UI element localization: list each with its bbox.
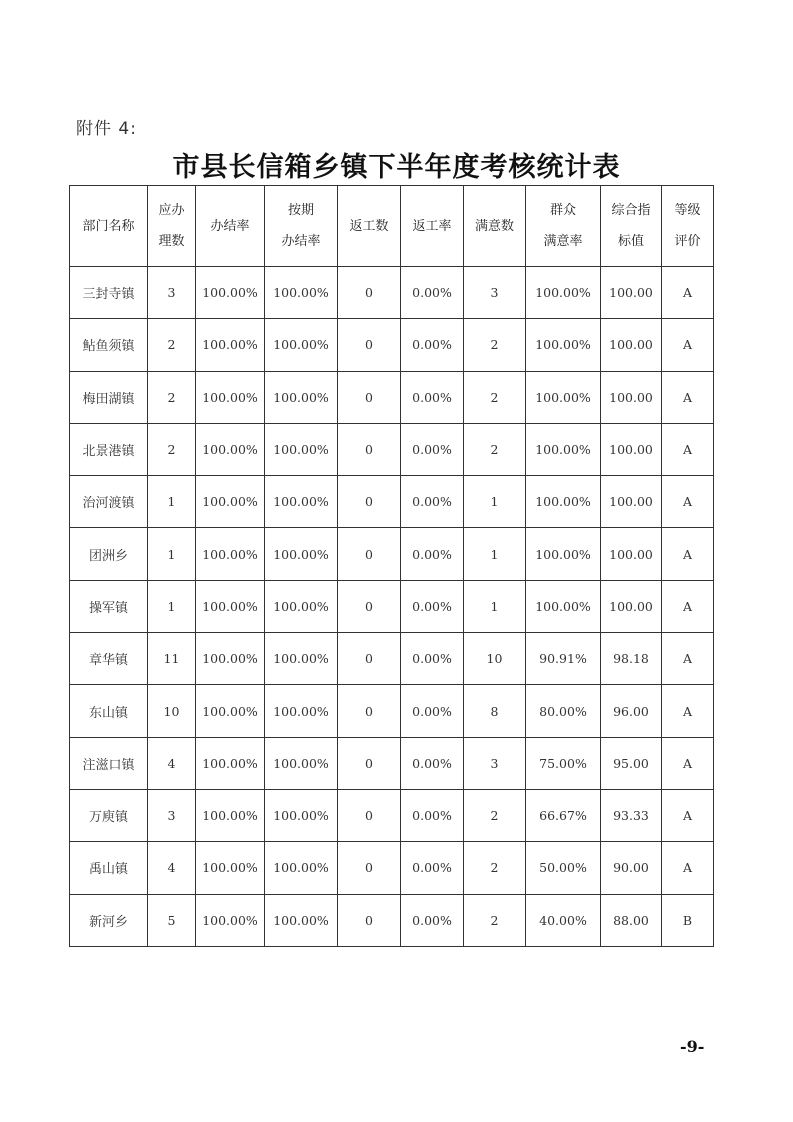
cell-satisfied-count: 2	[464, 423, 526, 475]
cell-satisfied-count: 3	[464, 267, 526, 319]
cell-grade: A	[662, 737, 714, 789]
cell-rework-count: 0	[338, 528, 401, 580]
cell-department-name: 三封寺镇	[70, 267, 148, 319]
table-row	[70, 789, 714, 841]
table-row	[70, 476, 714, 528]
cell-ontime-rate: 100.00%	[265, 737, 338, 789]
cell-satisfied-count: 2	[464, 789, 526, 841]
cell-completion-rate: 100.00%	[196, 476, 265, 528]
header-ontime-rate: 按期 办结率	[265, 186, 338, 267]
cell-completion-rate: 100.00%	[196, 319, 265, 371]
cell-rework-rate: 0.00%	[401, 580, 464, 632]
cell-completion-rate: 100.00%	[196, 633, 265, 685]
cell-ontime-rate: 100.00%	[265, 319, 338, 371]
cell-satisfied-count: 8	[464, 685, 526, 737]
cell-cases: 5	[148, 894, 196, 946]
cell-department-name: 东山镇	[70, 685, 148, 737]
cell-composite-index: 100.00	[601, 528, 662, 580]
cell-grade: A	[662, 685, 714, 737]
header-composite-index: 综合指 标值	[601, 186, 662, 267]
cell-rework-rate: 0.00%	[401, 842, 464, 894]
cell-rework-count: 0	[338, 476, 401, 528]
cell-ontime-rate: 100.00%	[265, 789, 338, 841]
cell-cases: 11	[148, 633, 196, 685]
table-row	[70, 737, 714, 789]
cell-rework-rate: 0.00%	[401, 633, 464, 685]
header-rework-count: 返工数	[338, 186, 401, 267]
cell-ontime-rate: 100.00%	[265, 842, 338, 894]
cell-completion-rate: 100.00%	[196, 685, 265, 737]
cell-satisfaction-rate: 100.00%	[526, 580, 601, 632]
cell-cases: 3	[148, 789, 196, 841]
cell-satisfied-count: 1	[464, 528, 526, 580]
cell-department-name: 万庾镇	[70, 789, 148, 841]
cell-composite-index: 100.00	[601, 476, 662, 528]
cell-rework-rate: 0.00%	[401, 319, 464, 371]
cell-department-name: 治河渡镇	[70, 476, 148, 528]
cell-rework-count: 0	[338, 267, 401, 319]
cell-grade: A	[662, 267, 714, 319]
cell-grade: A	[662, 789, 714, 841]
table-row	[70, 267, 714, 319]
cell-rework-count: 0	[338, 319, 401, 371]
cell-composite-index: 98.18	[601, 633, 662, 685]
cell-rework-rate: 0.00%	[401, 423, 464, 475]
header-row	[70, 186, 714, 267]
cell-grade: A	[662, 476, 714, 528]
cell-ontime-rate: 100.00%	[265, 476, 338, 528]
cell-composite-index: 100.00	[601, 371, 662, 423]
cell-composite-index: 93.33	[601, 789, 662, 841]
cell-department-name: 禹山镇	[70, 842, 148, 894]
cell-satisfied-count: 2	[464, 842, 526, 894]
cell-satisfaction-rate: 100.00%	[526, 319, 601, 371]
cell-rework-count: 0	[338, 423, 401, 475]
cell-satisfaction-rate: 100.00%	[526, 476, 601, 528]
cell-satisfied-count: 2	[464, 319, 526, 371]
cell-satisfaction-rate: 100.00%	[526, 267, 601, 319]
annex-label: 附件 4:	[76, 119, 137, 139]
cell-completion-rate: 100.00%	[196, 789, 265, 841]
table-row	[70, 633, 714, 685]
cell-satisfaction-rate: 100.00%	[526, 423, 601, 475]
cell-completion-rate: 100.00%	[196, 423, 265, 475]
header-satisfaction-rate: 群众 满意率	[526, 186, 601, 267]
cell-department-name: 注滋口镇	[70, 737, 148, 789]
cell-satisfied-count: 1	[464, 580, 526, 632]
cell-department-name: 操军镇	[70, 580, 148, 632]
cell-completion-rate: 100.00%	[196, 528, 265, 580]
cell-cases: 2	[148, 423, 196, 475]
table-row	[70, 842, 714, 894]
cell-cases: 1	[148, 580, 196, 632]
cell-satisfaction-rate: 80.00%	[526, 685, 601, 737]
cell-grade: A	[662, 319, 714, 371]
cell-rework-rate: 0.00%	[401, 737, 464, 789]
cell-rework-count: 0	[338, 633, 401, 685]
cell-satisfaction-rate: 50.00%	[526, 842, 601, 894]
cell-composite-index: 100.00	[601, 319, 662, 371]
cell-composite-index: 100.00	[601, 580, 662, 632]
header-grade: 等级 评价	[662, 186, 714, 267]
cell-cases: 2	[148, 371, 196, 423]
cell-ontime-rate: 100.00%	[265, 685, 338, 737]
cell-grade: A	[662, 528, 714, 580]
cell-grade: B	[662, 894, 714, 946]
cell-cases: 1	[148, 476, 196, 528]
cell-completion-rate: 100.00%	[196, 737, 265, 789]
cell-satisfaction-rate: 90.91%	[526, 633, 601, 685]
cell-rework-rate: 0.00%	[401, 267, 464, 319]
cell-rework-count: 0	[338, 789, 401, 841]
cell-cases: 10	[148, 685, 196, 737]
cell-ontime-rate: 100.00%	[265, 423, 338, 475]
cell-rework-count: 0	[338, 737, 401, 789]
cell-department-name: 梅田湖镇	[70, 371, 148, 423]
cell-satisfaction-rate: 40.00%	[526, 894, 601, 946]
cell-department-name: 北景港镇	[70, 423, 148, 475]
cell-composite-index: 96.00	[601, 685, 662, 737]
cell-completion-rate: 100.00%	[196, 371, 265, 423]
cell-satisfaction-rate: 100.00%	[526, 371, 601, 423]
cell-composite-index: 95.00	[601, 737, 662, 789]
assessment-table	[69, 185, 714, 947]
cell-cases: 3	[148, 267, 196, 319]
cell-composite-index: 90.00	[601, 842, 662, 894]
cell-department-name: 章华镇	[70, 633, 148, 685]
table-row	[70, 371, 714, 423]
table-row	[70, 685, 714, 737]
cell-grade: A	[662, 423, 714, 475]
cell-ontime-rate: 100.00%	[265, 580, 338, 632]
table-row	[70, 894, 714, 946]
document-title: 市县长信箱乡镇下半年度考核统计表	[172, 152, 621, 183]
cell-grade: A	[662, 842, 714, 894]
cell-satisfied-count: 10	[464, 633, 526, 685]
cell-rework-count: 0	[338, 580, 401, 632]
cell-ontime-rate: 100.00%	[265, 371, 338, 423]
cell-rework-rate: 0.00%	[401, 894, 464, 946]
cell-satisfied-count: 1	[464, 476, 526, 528]
cell-cases: 4	[148, 842, 196, 894]
cell-department-name: 团洲乡	[70, 528, 148, 580]
cell-ontime-rate: 100.00%	[265, 894, 338, 946]
table-row	[70, 528, 714, 580]
cell-completion-rate: 100.00%	[196, 894, 265, 946]
cell-rework-rate: 0.00%	[401, 528, 464, 580]
header-satisfied-count: 满意数	[464, 186, 526, 267]
table-row	[70, 319, 714, 371]
cell-satisfied-count: 2	[464, 371, 526, 423]
cell-composite-index: 100.00	[601, 267, 662, 319]
cell-ontime-rate: 100.00%	[265, 267, 338, 319]
cell-ontime-rate: 100.00%	[265, 528, 338, 580]
cell-cases: 4	[148, 737, 196, 789]
table-row	[70, 580, 714, 632]
cell-composite-index: 100.00	[601, 423, 662, 475]
cell-composite-index: 88.00	[601, 894, 662, 946]
cell-completion-rate: 100.00%	[196, 580, 265, 632]
cell-satisfied-count: 2	[464, 894, 526, 946]
cell-grade: A	[662, 371, 714, 423]
cell-rework-rate: 0.00%	[401, 789, 464, 841]
cell-rework-rate: 0.00%	[401, 685, 464, 737]
cell-grade: A	[662, 633, 714, 685]
header-cases: 应办 理数	[148, 186, 196, 267]
cell-department-name: 鲇鱼须镇	[70, 319, 148, 371]
cell-rework-count: 0	[338, 894, 401, 946]
cell-satisfaction-rate: 66.67%	[526, 789, 601, 841]
cell-rework-count: 0	[338, 842, 401, 894]
header-rework-rate: 返工率	[401, 186, 464, 267]
cell-completion-rate: 100.00%	[196, 267, 265, 319]
cell-rework-count: 0	[338, 685, 401, 737]
cell-cases: 1	[148, 528, 196, 580]
cell-satisfaction-rate: 75.00%	[526, 737, 601, 789]
header-completion-rate: 办结率	[196, 186, 265, 267]
cell-department-name: 新河乡	[70, 894, 148, 946]
cell-grade: A	[662, 580, 714, 632]
cell-satisfaction-rate: 100.00%	[526, 528, 601, 580]
cell-rework-count: 0	[338, 371, 401, 423]
cell-rework-rate: 0.00%	[401, 371, 464, 423]
cell-rework-rate: 0.00%	[401, 476, 464, 528]
header-department: 部门名称	[70, 186, 148, 267]
page-number: -9-	[680, 1037, 705, 1056]
cell-cases: 2	[148, 319, 196, 371]
cell-satisfied-count: 3	[464, 737, 526, 789]
cell-completion-rate: 100.00%	[196, 842, 265, 894]
table-row	[70, 423, 714, 475]
cell-ontime-rate: 100.00%	[265, 633, 338, 685]
